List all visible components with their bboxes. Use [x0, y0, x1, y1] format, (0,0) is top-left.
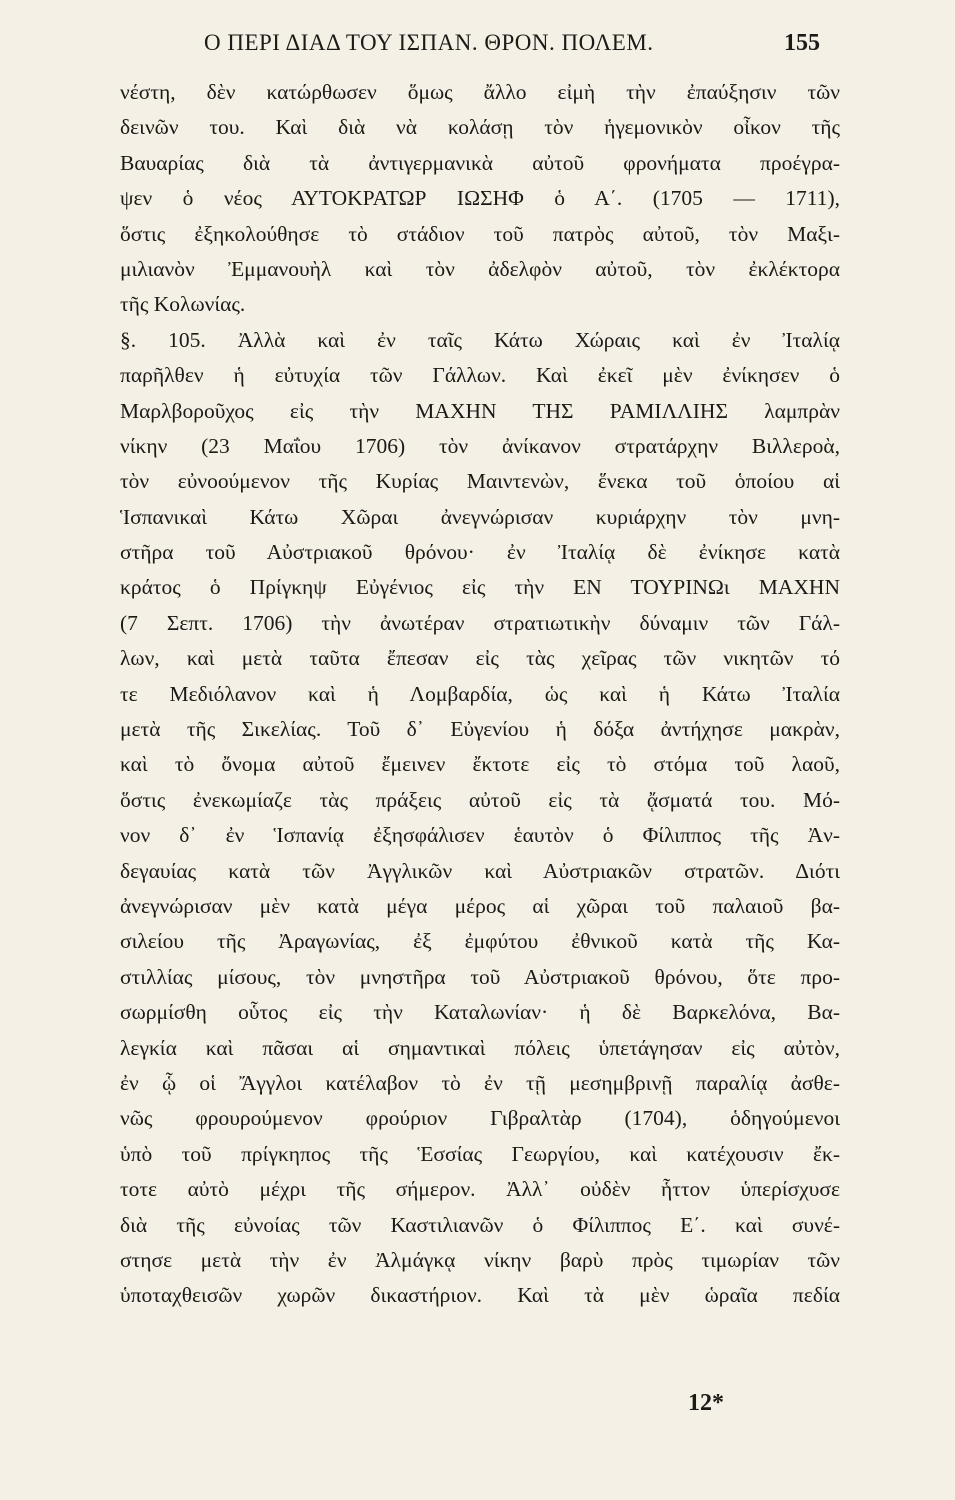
text-line: ψεν ὁ νέος ΑΥΤΟΚΡΑΤΩΡ ΙΩΣΗΦ ὁ Α΄. (1705 — 1711),: [120, 186, 840, 211]
text-line: ἐν ᾧ οἱ Ἄγγλοι κατέλαβον τὸ ἐν τῇ μεσημβρινῇ παραλίᾳ ἀσθε-: [120, 1070, 840, 1095]
running-title: Ο ΠΕΡΙ ΔΙΑΔ ΤΟΥ ΙΣΠΑΝ. ΘΡΟΝ. ΠΟΛΕΜ.: [204, 30, 654, 55]
text-line: τῆς Κολωνίας.: [120, 292, 246, 317]
text-line: Ἱσπανικαὶ Κάτω Χῶραι ἀνεγνώρισαν κυριάρχην τὸν μνη-: [120, 504, 840, 529]
text-line: ἀνεγνώρισαν μὲν κατὰ μέγα μέρος αἱ χῶραι τοῦ παλαιοῦ βα-: [120, 893, 840, 918]
text-line: νίκην (23 Μαΐου 1706) τὸν ἀνίκανον στρατάρχην Βιλλεροὰ,: [120, 433, 840, 458]
text-line: στησε μετὰ τὴν ἐν Ἀλμάγκᾳ νίκην βαρὺ πρὸς τιμωρίαν τῶν: [120, 1247, 840, 1272]
text-line: ὅστις ἐνεκωμίαζε τὰς πράξεις αὐτοῦ εἰς τὰ ᾄσματά του. Μό-: [120, 787, 840, 812]
text-line: στιλλίας μίσους, τὸν μνηστῆρα τοῦ Αὐστριακοῦ θρόνου, ὅτε προ-: [120, 964, 840, 989]
text-line: μετὰ τῆς Σικελίας. Τοῦ δ᾽ Εὐγενίου ἡ δόξα ἀντήχησε μακρὰν,: [120, 717, 840, 742]
text-line: ὅστις ἐξηκολούθησε τὸ στάδιον τοῦ πατρὸς αὐτοῦ, τὸν Μαξι-: [120, 221, 840, 246]
text-line: ὑποταχθεισῶν χωρῶν δικαστήριον. Καὶ τὰ μὲν ὡραῖα πεδία: [120, 1283, 840, 1308]
text-line: σωρμίσθη οὗτος εἰς τὴν Καταλωνίαν· ἡ δὲ Βαρκελόνα, Βα-: [120, 1000, 840, 1025]
text-line: Βαυαρίας διὰ τὰ ἀντιγερμανικὰ αὐτοῦ φρονήματα προέγρα-: [120, 150, 840, 175]
text-line: Μαρλβοροῦχος εἰς τὴν ΜΑΧΗΝ ΤΗΣ ΡΑΜΙΛΛΙΗΣ λαμπρὰν: [120, 398, 840, 423]
text-line: τε Μεδιόλανον καὶ ἡ Λομβαρδία, ὡς καὶ ἡ Κάτω Ἰταλία: [120, 681, 840, 706]
text-line: καὶ τὸ ὄνομα αὐτοῦ ἔμεινεν ἔκτοτε εἰς τὸ στόμα τοῦ λαοῦ,: [120, 752, 840, 777]
signature-mark: 12*: [688, 1390, 724, 1416]
text-line: νῶς φρουρούμενον φρούριον Γιβραλτὰρ (1704), ὁδηγούμενοι: [120, 1106, 840, 1131]
body-text: [120, 75, 840, 1314]
text-line: λων, καὶ μετὰ ταῦτα ἔπεσαν εἰς τὰς χεῖρας τῶν νικητῶν τό: [120, 646, 840, 671]
text-line: (7 Σεπτ. 1706) τὴν ἀνωτέραν στρατιωτικὴν δύναμιν τῶν Γάλ-: [120, 610, 840, 635]
text-line: σιλείου τῆς Ἀραγωνίας, ἐξ ἐμφύτου ἐθνικοῦ κατὰ τῆς Κα-: [120, 929, 840, 954]
text-line: ὑπὸ τοῦ πρίγκηπος τῆς Ἑσσίας Γεωργίου, καὶ κατέχουσιν ἔκ-: [120, 1141, 840, 1166]
text-line: στῆρα τοῦ Αὐστριακοῦ θρόνου· ἐν Ἰταλίᾳ δὲ ἐνίκησε κατὰ: [120, 540, 840, 565]
text-line: νον δ᾽ ἐν Ἱσπανίᾳ ἐξησφάλισεν ἑαυτὸν ὁ Φίλιππος τῆς Ἀν-: [120, 823, 840, 848]
text-line: κράτος ὁ Πρίγκηψ Εὐγένιος εἰς τὴν ΕΝ ΤΟΥΡΙΝΩι ΜΑΧΗΝ: [120, 575, 840, 600]
text-line: τὸν εὐνοούμενον τῆς Κυρίας Μαιντενὼν, ἕνεκα τοῦ ὁποίου αἱ: [120, 469, 840, 494]
text-line: λεγκία καὶ πᾶσαι αἱ σημαντικαὶ πόλεις ὑπετάγησαν εἰς αὐτὸν,: [120, 1035, 840, 1060]
text-line: μιλιανὸν Ἐμμανουὴλ καὶ τὸν ἀδελφὸν αὐτοῦ, τὸν ἐκλέκτορα: [120, 256, 840, 281]
text-line: διὰ τῆς εὐνοίας τῶν Καστιλιανῶν ὁ Φίλιππος Ε΄. καὶ συνέ-: [120, 1212, 840, 1237]
page-header: [120, 30, 820, 66]
text-line: παρῆλθεν ἡ εὐτυχία τῶν Γάλλων. Καὶ ἐκεῖ μὲν ἐνίκησεν ὁ: [120, 363, 840, 388]
text-line: τοτε αὐτὸ μέχρι τῆς σήμερον. Ἀλλ᾽ οὐδὲν ἧττον ὑπερίσχυσε: [120, 1177, 840, 1202]
paragraph-start-line: §. 105. Ἀλλὰ καὶ ἐν ταῖς Κάτω Χώραις καὶ ἐν Ἰταλίᾳ: [120, 327, 840, 352]
text-line: δεγαυίας κατὰ τῶν Ἀγγλικῶν καὶ Αὐστριακῶν στρατῶν. Διότι: [120, 858, 840, 883]
text-line: δεινῶν του. Καὶ διὰ νὰ κολάσῃ τὸν ἡγεμονικὸν οἶκον τῆς: [120, 115, 840, 140]
page-number: 155: [784, 30, 820, 56]
text-line: νέστη, δὲν κατώρθωσεν ὅμως ἄλλο εἰμὴ τὴν ἐπαύξησιν τῶν: [120, 80, 840, 104]
